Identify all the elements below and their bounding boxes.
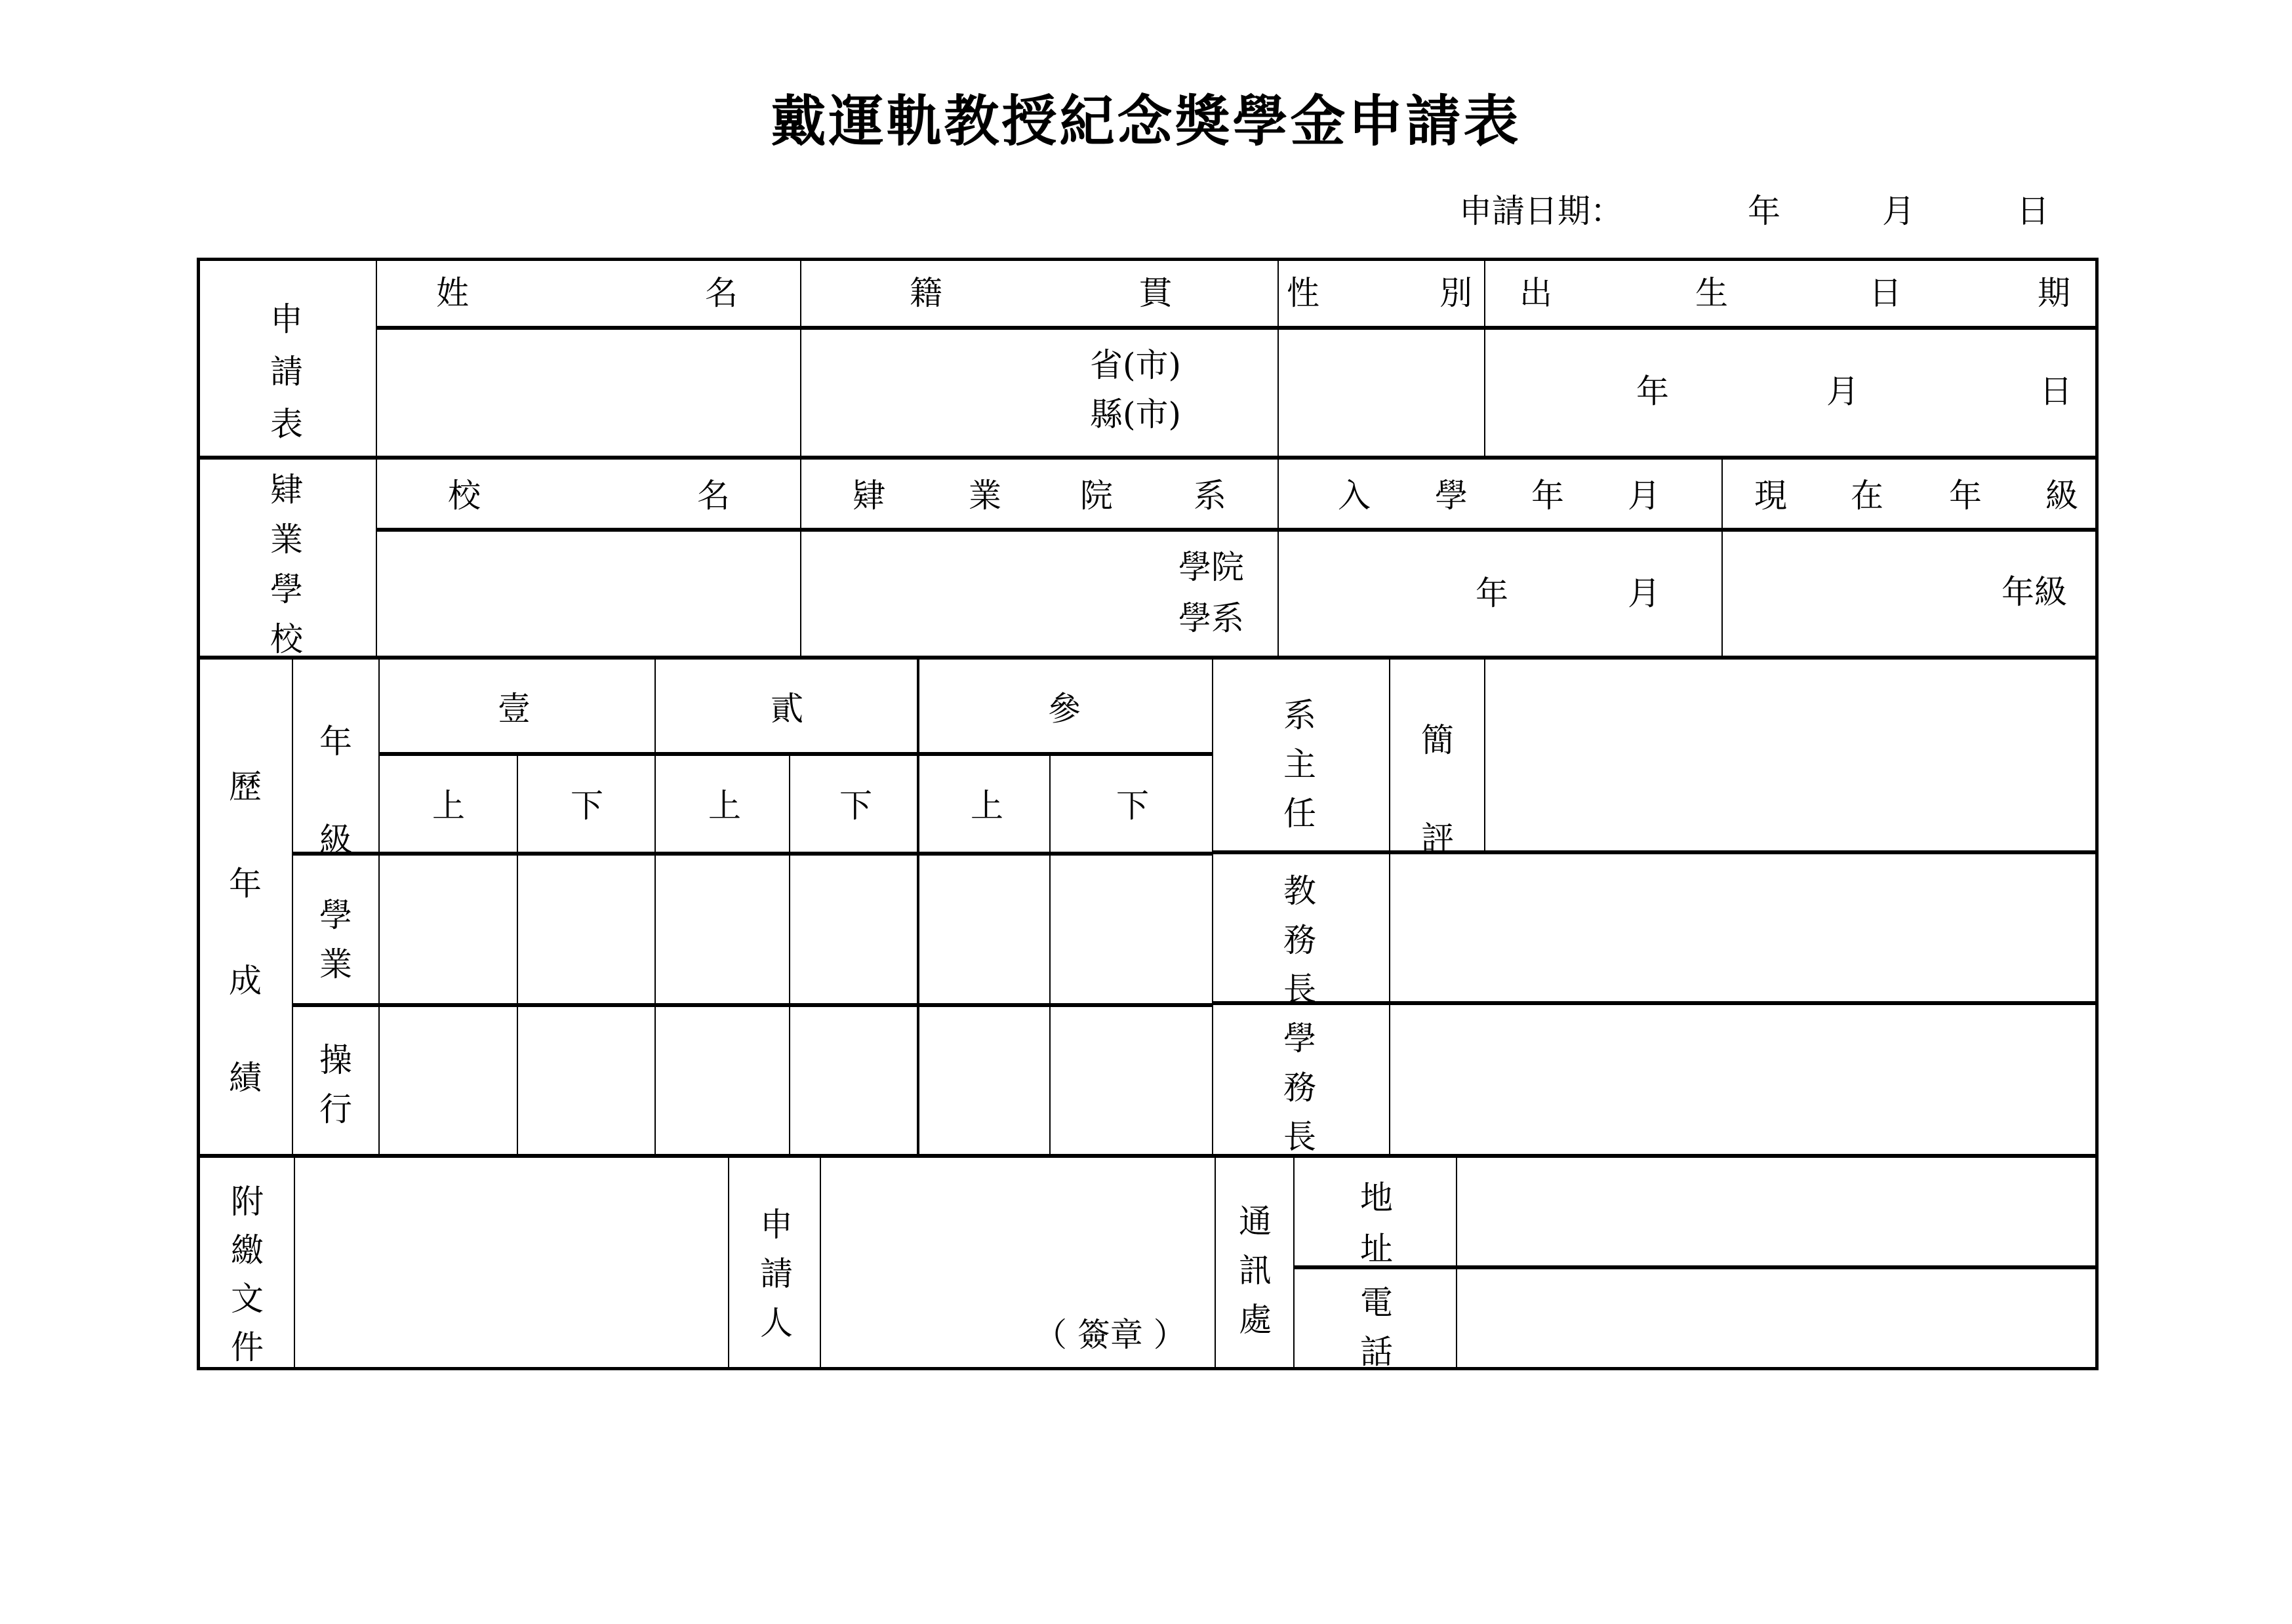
school-name-field[interactable] (376, 530, 801, 657)
applicant-signature-field[interactable] (820, 1154, 1216, 1370)
conduct-grade-cell[interactable] (1049, 1005, 1213, 1155)
semester-header: 下 (789, 754, 919, 856)
conduct-grade-cell[interactable] (789, 1005, 919, 1155)
application-date-day[interactable]: 日 (2017, 192, 2049, 230)
academic-grade-cell[interactable] (654, 854, 790, 1007)
enrollment-field[interactable]: 年 月 (1277, 530, 1723, 657)
application-date-year[interactable]: 年 (1748, 192, 1780, 230)
year-2-header: 貳 (654, 656, 919, 756)
application-date-month[interactable]: 月 (1882, 192, 1915, 230)
contact-label: 通 訊 處 (1215, 1154, 1295, 1370)
dept-head-comment-field[interactable] (1484, 656, 2099, 854)
enrollment-header: 入 學 年 月 (1277, 456, 1723, 532)
academic-grade-cell[interactable] (378, 854, 518, 1007)
conduct-grade-cell[interactable] (917, 1005, 1051, 1155)
department-field[interactable] (800, 530, 1279, 657)
attachments-field[interactable] (294, 1154, 729, 1370)
conduct-grade-cell[interactable] (517, 1005, 656, 1155)
label-char: 請 (270, 353, 303, 391)
conduct-row-label: 操 行 (292, 1005, 380, 1155)
dean-academic-label: 教 務 長 (1212, 852, 1390, 1005)
current-grade-header: 現 在 年 級 (1721, 456, 2099, 532)
attachments-label: 附 繳 文 件 (197, 1154, 295, 1370)
comment-label: 簡 評 (1389, 656, 1485, 854)
gender-field[interactable] (1277, 328, 1485, 457)
gender-header: 性 別 (1277, 259, 1485, 330)
name-field[interactable] (376, 328, 801, 457)
origin-header: 籍 貫 (800, 259, 1279, 330)
label-char: 申 (270, 300, 303, 338)
conduct-grade-cell[interactable] (654, 1005, 790, 1155)
semester-header: 上 (378, 754, 518, 856)
department-suffix: 學系 (1178, 599, 1244, 637)
academic-grade-cell[interactable] (917, 854, 1051, 1007)
year-1-header: 壹 (378, 656, 656, 756)
dean-student-field[interactable] (1389, 1003, 2099, 1155)
school-section-label: 肄 業 學 校 (197, 456, 377, 657)
phone-label: 電 話 (1293, 1267, 1457, 1370)
conduct-grade-cell[interactable] (378, 1005, 518, 1155)
name-header: 姓 名 (376, 259, 801, 330)
school-name-header: 校 名 (376, 456, 801, 532)
semester-header: 下 (517, 754, 656, 856)
address-label: 地 址 (1293, 1154, 1457, 1269)
dept-head-label: 系 主 任 (1212, 656, 1390, 854)
application-date (1459, 185, 2115, 230)
semester-header: 上 (654, 754, 790, 856)
academic-grade-cell[interactable] (517, 854, 656, 1007)
semester-header: 下 (1049, 754, 1213, 856)
department-header: 肄 業 院 系 (800, 456, 1279, 532)
county-suffix: 縣(市) (1090, 395, 1182, 433)
applicant-section-label (197, 259, 377, 457)
birthdate-field[interactable]: 年 月 日 (1484, 328, 2099, 457)
academic-grade-cell[interactable] (789, 854, 919, 1007)
dean-academic-field[interactable] (1389, 852, 2099, 1005)
label-char: 表 (270, 405, 303, 443)
semester-header: 上 (917, 754, 1051, 856)
current-grade-field[interactable]: 年級 (1721, 530, 2099, 657)
birthdate-header: 出 生 日 期 (1484, 259, 2099, 330)
signature-hint: （ 簽章 ） (1034, 1316, 1186, 1354)
applicant-label: 申 請 人 (728, 1154, 821, 1370)
origin-field[interactable] (800, 328, 1279, 457)
application-date-label: 申請日期： (1459, 192, 1623, 230)
grades-section-label: 歷 年 成 績 (197, 656, 293, 1155)
college-suffix: 學院 (1178, 548, 1244, 586)
province-suffix: 省(市) (1090, 346, 1182, 384)
grade-column-label: 年 級 (292, 656, 380, 856)
dean-student-label: 學 務 長 (1212, 1003, 1390, 1155)
form-title: 戴運軌教授紀念獎學金申請表 (771, 89, 1521, 153)
academic-row-label: 學 業 (292, 854, 380, 1007)
address-field[interactable] (1456, 1154, 2099, 1269)
phone-field[interactable] (1456, 1267, 2099, 1370)
academic-grade-cell[interactable] (1049, 854, 1213, 1007)
year-3-header: 參 (917, 656, 1213, 756)
